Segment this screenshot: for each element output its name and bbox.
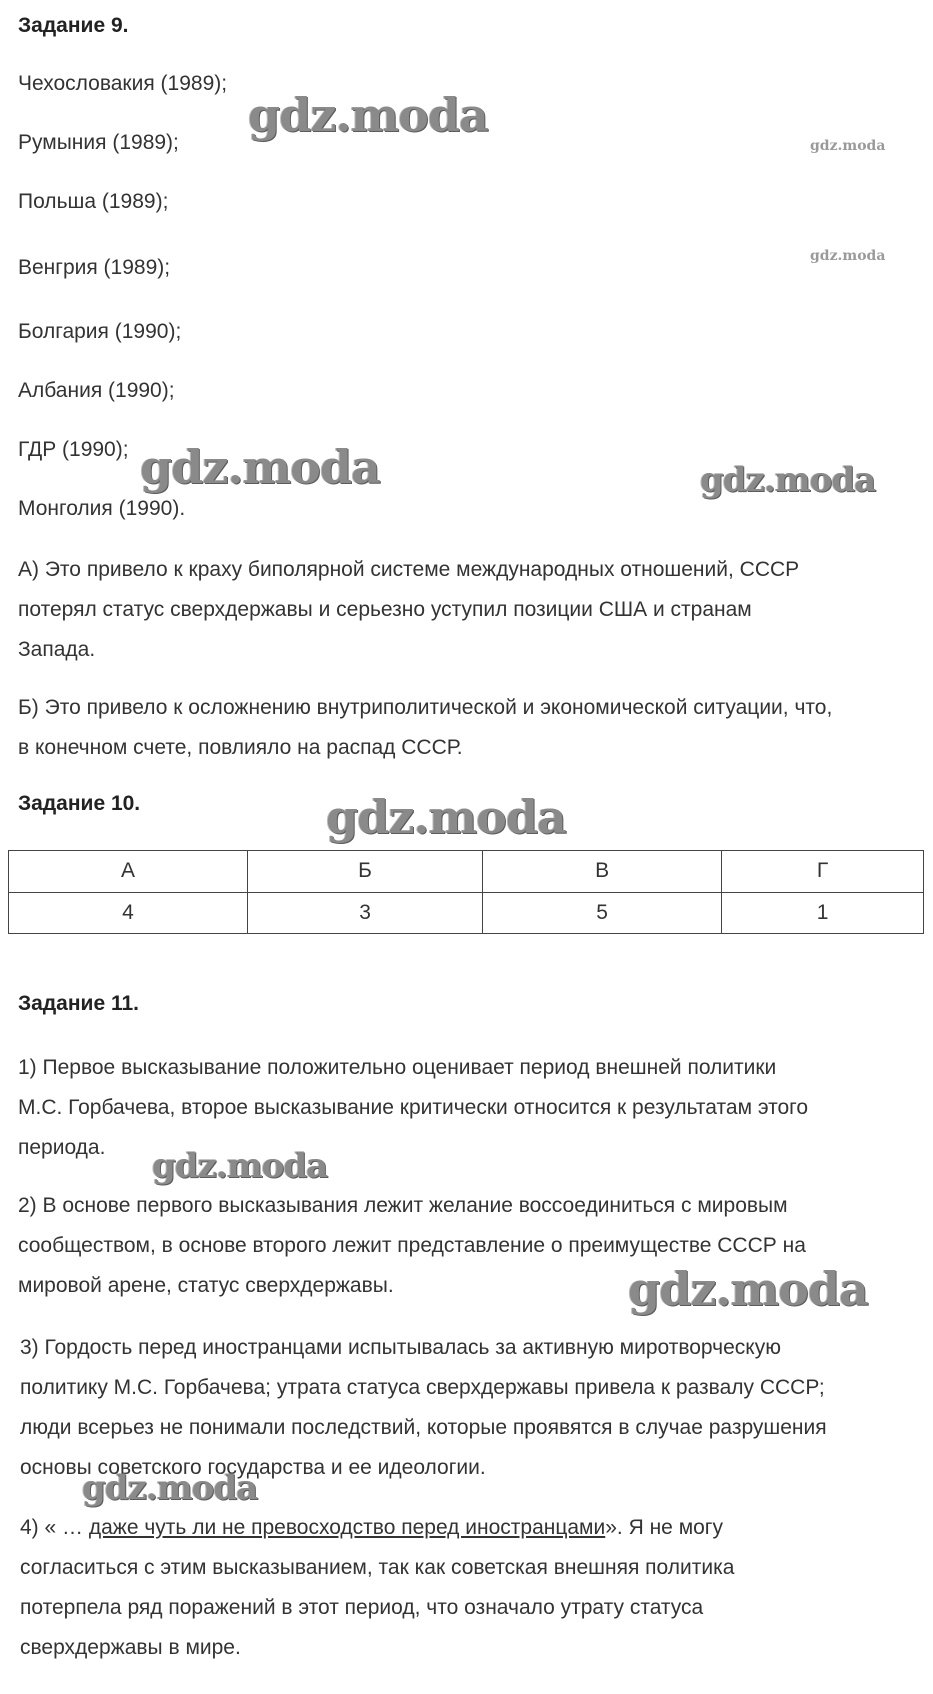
text-line: 3) Гордость перед иностранцами испытывалась за активную миротворческую — [20, 1336, 781, 1359]
watermark-logo: gdz.moda — [82, 1468, 258, 1508]
task11-heading: Задание 11. — [18, 992, 139, 1015]
table-cell: 4 — [9, 892, 248, 934]
watermark-logo: gdz.moda — [810, 138, 886, 154]
text-line: потерял статус сверхдержавы и серьезно уступил позиции США и странам — [18, 598, 752, 621]
country-item: Болгария (1990); — [18, 320, 182, 343]
text-line: периода. — [18, 1136, 106, 1159]
watermark-logo: gdz.moda — [326, 790, 566, 844]
quoted-phrase: даже чуть ли не превосходство перед иностранцами — [88, 1516, 606, 1539]
text-line — [20, 1508, 925, 1548]
country-item: ГДР (1990); — [18, 438, 129, 461]
text-line: в конечном счете, повлияло на распад СССР. — [18, 736, 463, 759]
table-header-row — [9, 851, 924, 893]
watermark-logo: gdz.moda — [628, 1262, 868, 1316]
text-line: согласиться с этим высказыванием, так как советская внешняя политика — [20, 1556, 735, 1579]
task9-heading: Задание 9. — [18, 14, 129, 37]
watermark-logo: gdz.moda — [248, 88, 488, 142]
answer-table — [8, 850, 924, 934]
answer-3-paragraph — [20, 1328, 925, 1488]
text-line: М.С. Горбачева, второе высказывание критически относится к результатам этого — [18, 1096, 809, 1119]
answer-4-paragraph — [20, 1508, 925, 1668]
table-header-cell: Б — [247, 851, 482, 893]
table-header-cell: В — [483, 851, 722, 893]
watermark-logo: gdz.moda — [700, 460, 876, 500]
text-line: Б) Это привело к осложнению внутриполитической и экономической ситуации, что, — [18, 696, 833, 719]
country-item: Румыния (1989); — [18, 131, 179, 154]
table-cell: 5 — [483, 892, 722, 934]
text-line: основы советского государства и ее идеологии. — [20, 1456, 486, 1479]
text-line: сверхдержавы в мире. — [20, 1636, 241, 1659]
task10-heading: Задание 10. — [18, 792, 141, 815]
text-line: 2) В основе первого высказывания лежит желание воссоединиться с мировым — [18, 1194, 788, 1217]
text-line: А) Это привело к краху биполярной системе международных отношений, СССР — [18, 558, 800, 581]
text-line: мировой арене, статус сверхдержавы. — [18, 1274, 394, 1297]
text-line: 1) Первое высказывание положительно оценивает период внешней политики — [18, 1056, 777, 1079]
text-line: люди всерьез не понимали последствий, которые проявятся в случае разрушения — [20, 1416, 827, 1439]
text-line: сообществом, в основе второго лежит представление о преимуществе СССР на — [18, 1234, 806, 1257]
country-item: Монголия (1990). — [18, 497, 186, 520]
country-item: Чехословакия (1989); — [18, 72, 228, 95]
text-line: потерпела ряд поражений в этот период, что означало утрату статуса — [20, 1596, 704, 1619]
country-item: Венгрия (1989); — [18, 256, 171, 279]
country-item: Польша (1989); — [18, 190, 169, 213]
table-cell: 1 — [722, 892, 924, 934]
table-cell: 3 — [247, 892, 482, 934]
table-header-cell: А — [9, 851, 248, 893]
quote-prefix: 4) « … — [20, 1516, 89, 1539]
country-item: Албания (1990); — [18, 379, 175, 402]
watermark-logo: gdz.moda — [152, 1146, 328, 1186]
answer-b-paragraph — [18, 688, 923, 768]
answer-a-paragraph — [18, 550, 923, 670]
quote-suffix: ». Я не могу — [605, 1516, 723, 1539]
table-row — [9, 892, 924, 934]
watermark-logo: gdz.moda — [810, 248, 886, 264]
watermark-logo: gdz.moda — [140, 440, 380, 494]
table-header-cell: Г — [722, 851, 924, 893]
text-line: Запада. — [18, 638, 96, 661]
text-line: политику М.С. Горбачева; утрата статуса сверхдержавы привела к развалу СССР; — [20, 1376, 825, 1399]
